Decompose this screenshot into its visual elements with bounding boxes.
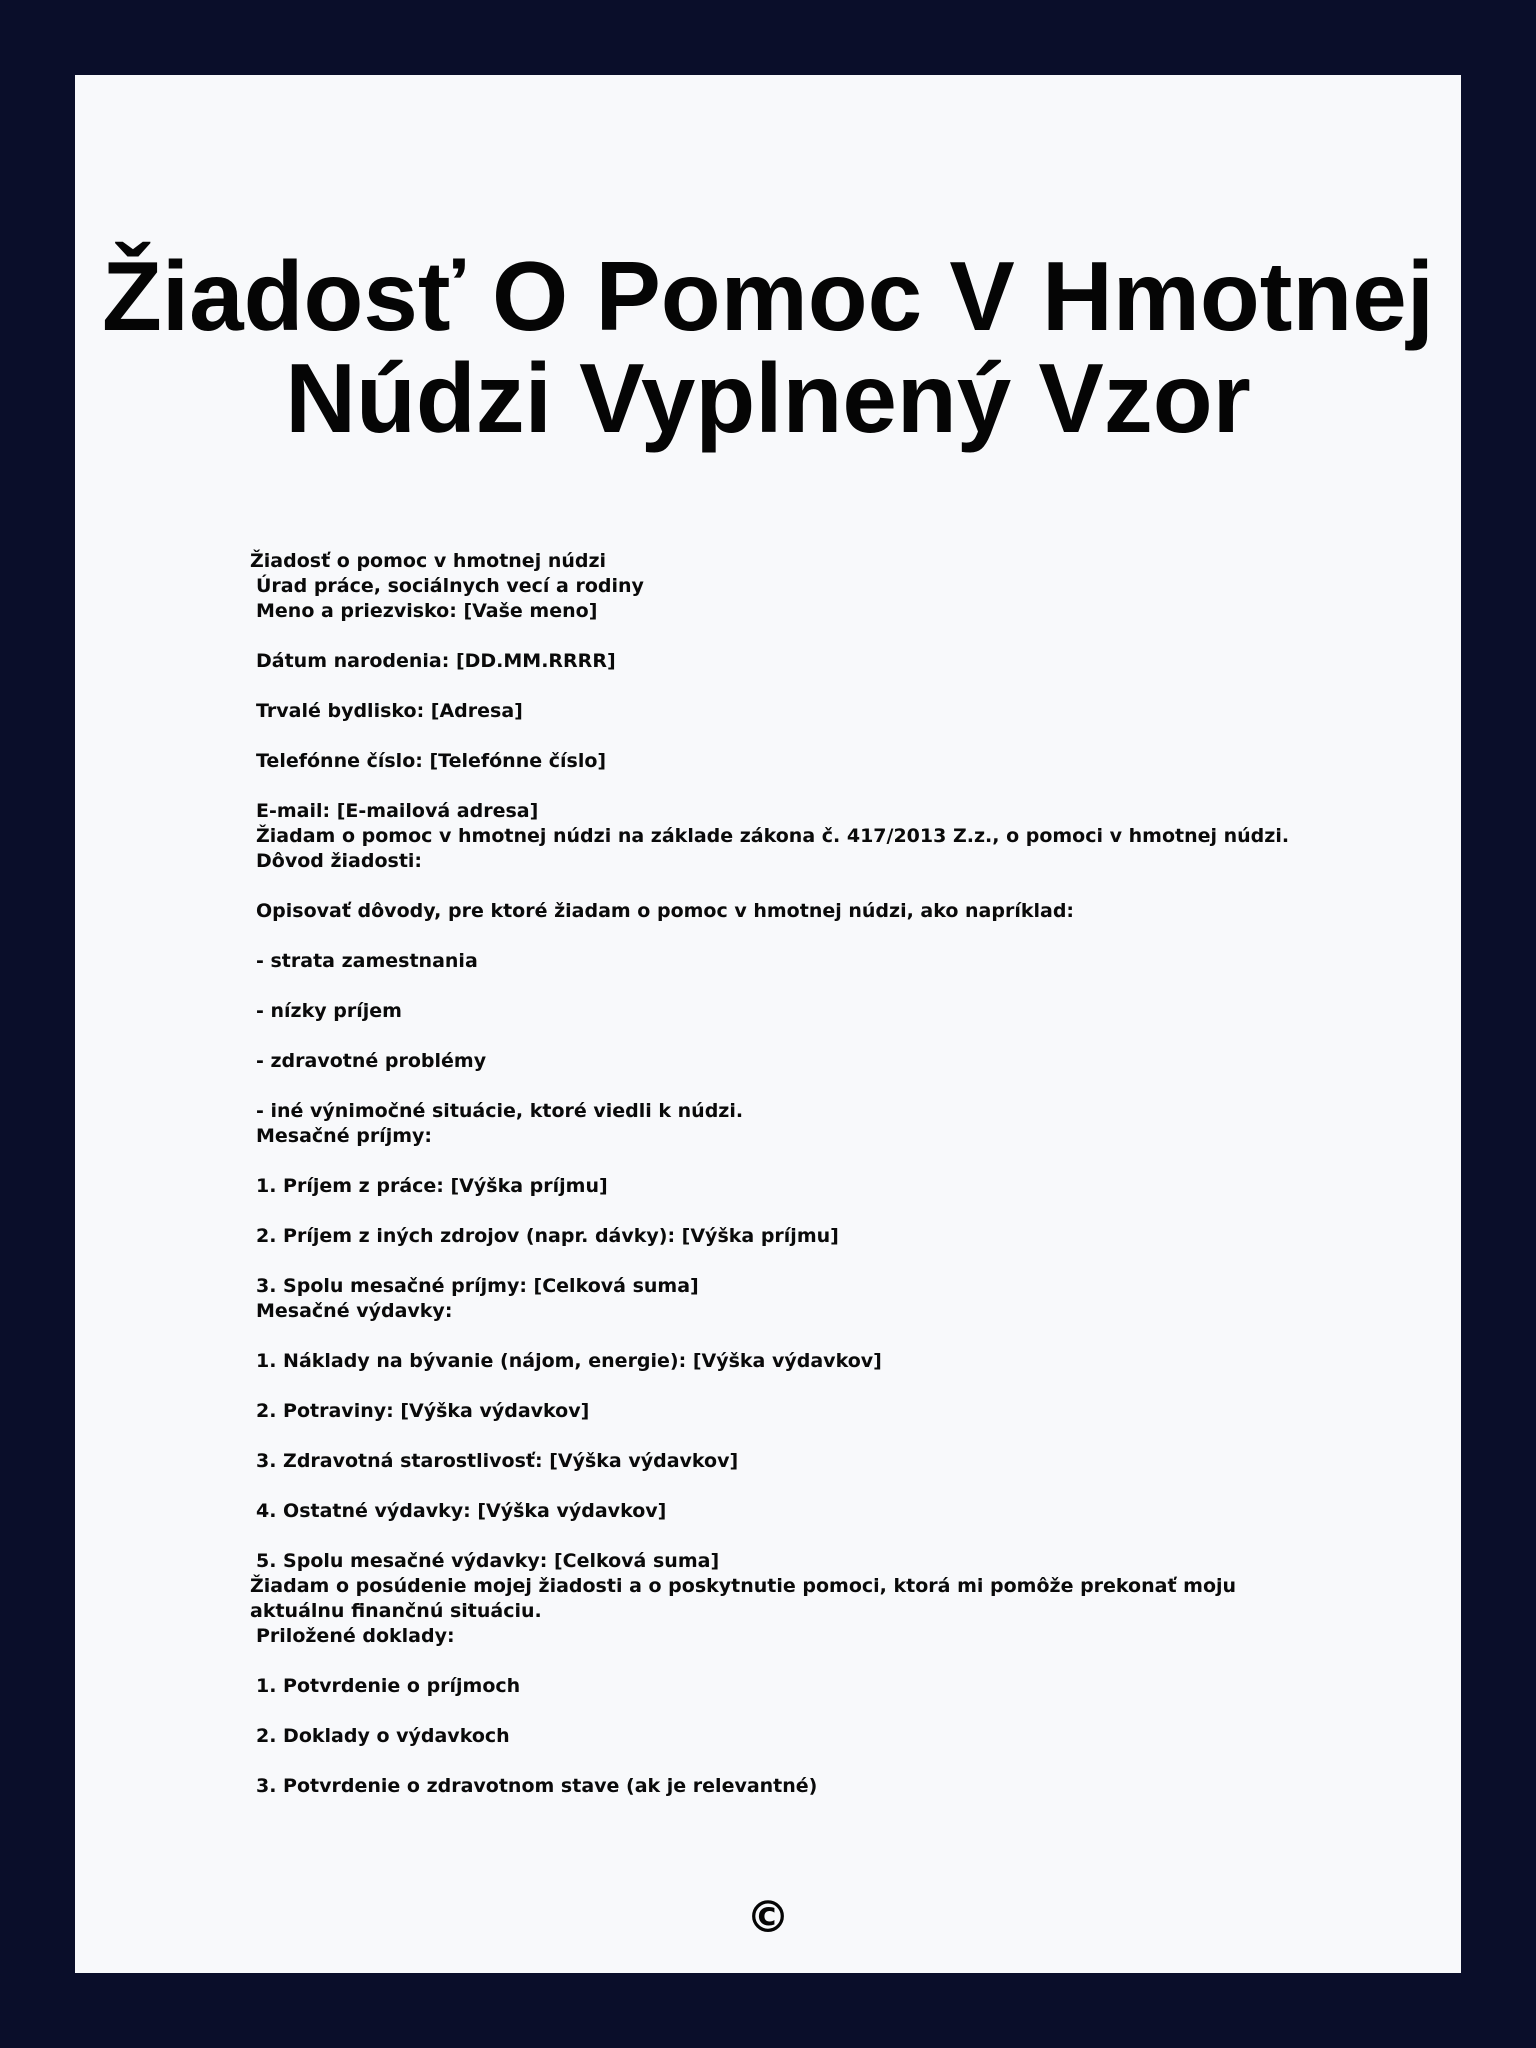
attachment-item: 2. Doklady o výdavkoch bbox=[256, 1725, 510, 1747]
closing-statement: Žiadam o posúdenie mojej žiadosti a o poskytnutie pomoci, ktorá mi pomôže prekonať moju aktuálnu finančnú situáciu. bbox=[250, 1575, 1237, 1622]
blank-line bbox=[250, 624, 1290, 649]
request-statement: Žiadam o pomoc v hmotnej núdzi na základe zákona č. 417/2013 Z.z., o pomoci v hmotnej núdzi. bbox=[256, 825, 1290, 847]
blank-line bbox=[250, 1699, 1290, 1724]
document-sheet bbox=[75, 75, 1461, 1973]
income-item: 1. Príjem z práce: [Výška príjmu] bbox=[256, 1175, 608, 1197]
field-phone: Telefónne číslo: [Telefónne číslo] bbox=[256, 750, 607, 772]
reason-item: - zdravotné problémy bbox=[256, 1050, 487, 1072]
blank-line bbox=[250, 1024, 1290, 1049]
blank-line bbox=[250, 1149, 1290, 1174]
doc-heading: Žiadosť o pomoc v hmotnej núdzi bbox=[250, 550, 607, 572]
page-title-line-1: Žiadosť O Pomoc V Hmotnej bbox=[102, 241, 1434, 351]
expense-item: 1. Náklady na bývanie (nájom, energie): [Výška výdavkov] bbox=[256, 1350, 882, 1372]
doc-office: Úrad práce, sociálnych vecí a rodiny bbox=[256, 575, 644, 597]
document-body bbox=[250, 549, 1290, 1799]
blank-line bbox=[250, 674, 1290, 699]
attachment-item: 3. Potvrdenie o zdravotnom stave (ak je relevantné) bbox=[256, 1775, 818, 1797]
income-title: Mesačné príjmy: bbox=[256, 1125, 432, 1147]
blank-line bbox=[250, 724, 1290, 749]
blank-line bbox=[250, 874, 1290, 899]
blank-line bbox=[250, 924, 1290, 949]
blank-line bbox=[250, 1324, 1290, 1349]
expense-title: Mesačné výdavky: bbox=[256, 1300, 453, 1322]
expense-item: 5. Spolu mesačné výdavky: [Celková suma] bbox=[256, 1550, 720, 1572]
income-item: 3. Spolu mesačné príjmy: [Celková suma] bbox=[256, 1275, 699, 1297]
blank-line bbox=[250, 974, 1290, 999]
blank-line bbox=[250, 1199, 1290, 1224]
expense-item: 2. Potraviny: [Výška výdavkov] bbox=[256, 1400, 590, 1422]
expense-item: 4. Ostatné výdavky: [Výška výdavkov] bbox=[256, 1500, 667, 1522]
reason-title: Dôvod žiadosti: bbox=[256, 850, 423, 872]
attachments-title: Priložené doklady: bbox=[256, 1625, 455, 1647]
field-name: Meno a priezvisko: [Vaše meno] bbox=[256, 600, 598, 622]
reason-intro: Opisovať dôvody, pre ktoré žiadam o pomoc v hmotnej núdzi, ako napríklad: bbox=[256, 900, 1075, 922]
field-email: E-mail: [E-mailová adresa] bbox=[256, 800, 539, 822]
income-item: 2. Príjem z iných zdrojov (napr. dávky): [Výška príjmu] bbox=[256, 1225, 839, 1247]
reason-item: - iné výnimočné situácie, ktoré viedli k núdzi. bbox=[256, 1100, 744, 1122]
blank-line bbox=[250, 1249, 1290, 1274]
page-title-line-2: Núdzi Vyplnený Vzor bbox=[285, 343, 1251, 453]
reason-item: - strata zamestnania bbox=[256, 950, 478, 972]
blank-line bbox=[250, 1749, 1290, 1774]
blank-line bbox=[250, 1074, 1290, 1099]
reason-item: - nízky príjem bbox=[256, 1000, 402, 1022]
blank-line bbox=[250, 1374, 1290, 1399]
field-address: Trvalé bydlisko: [Adresa] bbox=[256, 700, 523, 722]
blank-line bbox=[250, 774, 1290, 799]
blank-line bbox=[250, 1649, 1290, 1674]
blank-line bbox=[250, 1424, 1290, 1449]
blank-line bbox=[250, 1524, 1290, 1549]
blank-line bbox=[250, 1474, 1290, 1499]
field-birth-date: Dátum narodenia: [DD.MM.RRRR] bbox=[256, 650, 616, 672]
copyright-symbol: © bbox=[746, 1892, 790, 1943]
expense-item: 3. Zdravotná starostlivosť: [Výška výdavkov] bbox=[256, 1450, 739, 1472]
attachment-item: 1. Potvrdenie o príjmoch bbox=[256, 1675, 521, 1697]
page-title bbox=[65, 241, 1471, 453]
